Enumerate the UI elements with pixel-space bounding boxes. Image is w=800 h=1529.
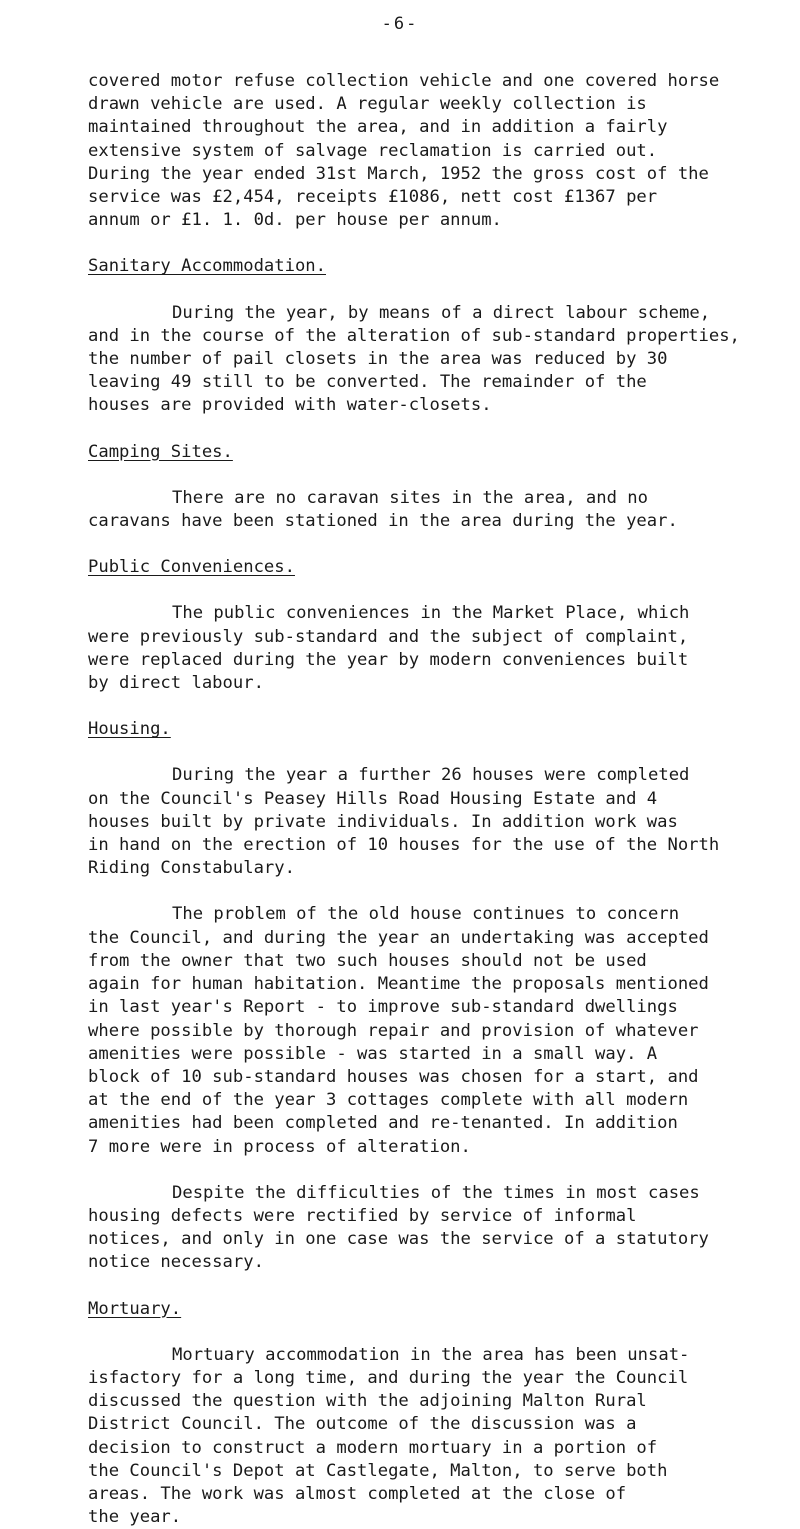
text-line: The problem of the old house continues to concern [172,904,680,925]
text-line: During the year, by means of a direct labour scheme, [172,302,711,323]
spacer [88,418,778,441]
text-line: drawn vehicle are used. A regular weekly collection is [88,94,647,115]
text-line: were previously sub-standard and the subject of complaint, [88,626,689,647]
text-line: leaving 49 still to be converted. The remainder of the [88,372,647,393]
text-line: on the Council's Peasey Hills Road Housing Estate and 4 [88,788,658,809]
text-line: 7 more were in process of alteration. [88,1136,471,1157]
page-number: -6- [381,14,419,34]
spacer [88,741,778,764]
spacer [88,279,778,302]
paragraph [88,487,778,533]
text-line: notice necessary. [88,1252,264,1273]
text-line: Mortuary accommodation in the area has been unsat- [172,1344,690,1365]
text-line: amenities were possible - was started in a small way. A [88,1043,658,1064]
text-line: amenities had been completed and re-tenanted. In addition [88,1113,678,1134]
text-line: Riding Constabulary. [88,858,295,879]
text-line: District Council. The outcome of the discussion was a [88,1414,637,1435]
text-line: houses built by private individuals. In addition work was [88,811,678,832]
text-line: maintained throughout the area, and in addition a fairly [88,117,668,138]
spacer [88,1275,778,1298]
paragraph [88,903,778,1158]
text-line: Despite the difficulties of the times in most cases [172,1182,700,1203]
document-body [88,70,778,1529]
text-line: During the year ended 31st March, 1952 the gross cost of the [88,163,709,184]
text-line: service was £2,454, receipts £1086, nett cost £1367 per [88,187,658,208]
paragraph [88,764,778,880]
section [88,695,778,1274]
text-line: decision to construct a modern mortuary in a portion of [88,1437,658,1458]
text-line: from the owner that two such houses should not be used [88,950,647,971]
spacer [88,533,778,556]
spacer [88,579,778,602]
text-line: During the year a further 26 houses were completed [172,765,690,786]
spacer [88,232,778,255]
section [88,1275,778,1529]
text-line: block of 10 sub-standard houses was chosen for a start, and [88,1066,699,1087]
text-line: annum or £1. 1. 0d. per house per annum. [88,210,502,231]
text-line: The public conveniences in the Market Place, which [172,603,690,624]
paragraph [88,302,778,418]
text-line: There are no caravan sites in the area, and no [172,487,648,508]
text-line: housing defects were rectified by service of informal [88,1205,637,1226]
text-line: houses are provided with water-closets. [88,395,492,416]
text-line: covered motor refuse collection vehicle and one covered horse [88,71,720,91]
spacer [88,695,778,718]
section [88,418,778,534]
text-line: were replaced during the year by modern conveniences built [88,649,689,670]
text-line: the Council's Depot at Castlegate, Malton, to serve both [88,1460,668,1481]
text-line: areas. The work was almost completed at the close of [88,1483,627,1504]
section-heading: Camping Sites. [88,441,233,462]
section [88,70,778,232]
spacer [88,1159,778,1182]
spacer [88,464,778,487]
section [88,232,778,417]
paragraph [88,70,778,232]
text-line: by direct labour. [88,673,264,694]
text-line: and in the course of the alteration of sub-standard properties, [88,325,740,346]
text-line: in last year's Report - to improve sub-standard dwellings [88,997,678,1018]
section-heading: Sanitary Accommodation. [88,256,326,277]
section-heading: Housing. [88,719,171,740]
text-line: isfactory for a long time, and during the year the Council [88,1367,689,1388]
text-line: the Council, and during the year an undertaking was accepted [88,927,709,948]
section-heading: Public Conveniences. [88,557,295,578]
paragraph [88,1182,778,1275]
paragraph [88,1344,778,1529]
text-line: caravans have been stationed in the area during the year. [88,511,678,532]
text-line: in hand on the erection of 10 houses for the use of the North [88,835,720,856]
text-line: the number of pail closets in the area was reduced by 30 [88,349,668,370]
text-line: where possible by thorough repair and provision of whatever [88,1020,699,1041]
paragraph [88,602,778,695]
section [88,533,778,695]
spacer [88,1321,778,1344]
text-line: again for human habitation. Meantime the proposals mentioned [88,974,709,995]
text-line: notices, and only in one case was the service of a statutory [88,1229,709,1250]
section-heading: Mortuary. [88,1298,182,1319]
text-line: at the end of the year 3 cottages complete with all modern [88,1090,689,1111]
text-line: extensive system of salvage reclamation is carried out. [88,140,658,161]
text-line: discussed the question with the adjoining Malton Rural [88,1391,647,1412]
spacer [88,880,778,903]
text-line: the year. [88,1507,182,1528]
